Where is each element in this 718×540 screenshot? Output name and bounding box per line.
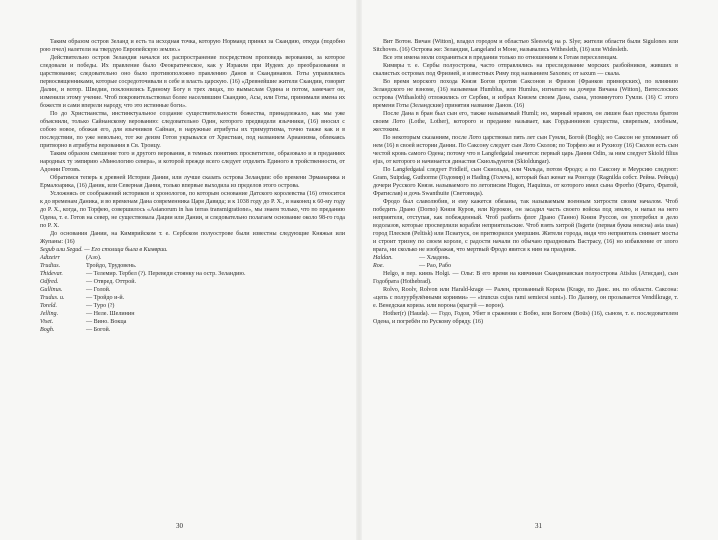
glossary-term: Odfred. bbox=[40, 279, 59, 285]
glossary-row bbox=[40, 326, 345, 334]
glossary-meaning: — Телемир. Тербел (?). Переведи стоянку на остр. Зеландию. bbox=[86, 271, 246, 277]
glossary-row bbox=[40, 262, 345, 270]
paragraph: Таким образом смешение того и другого верования, в темных понятиях просветителе, образовало и в преданиях народных ту эмпирию «Миѳологию севера», и которой прежде всего следует отделять Единого в тройственности, от Адонии Готовъ. bbox=[40, 151, 345, 173]
paragraph: По до Христианства, инстинктуальное создание существительности божества, принадлежало, как мы уже объяснили, только Сайнанскому верованию: следовательно Один, которого предвидели язычники, (16) вносил с собою новое, обожая его, для язычников Сайнан, в наружные атрибуты их тримуртизма, точно также как и в последствии, по уже невольно, тот же деизм Готов укрывался от Христиан, под названием Арианизма, облекаясь притворно в атрибуты верования в Св. Троицу. bbox=[40, 111, 345, 149]
paragraph: Таким образом остров Зеланд и есть та исходная точка, которую Норманд принял за Скандию, откуда (подобно рою пчел) налетели на твердую Европейскую землю.» bbox=[40, 39, 345, 53]
glossary-meaning: — Рао, Рабо bbox=[419, 263, 452, 269]
glossary-term: Thidevar. bbox=[40, 271, 63, 277]
paragraph: Кимвры т. е. Сербы полуострова, часто отправлялись на преследование морских разбойников, живших в скалистых островах под Фризией, и известных Риму под названием Saxones; от saxum — скала. bbox=[373, 63, 678, 77]
glossary-row bbox=[40, 302, 345, 310]
glossary-meaning: — Туро (?) bbox=[86, 303, 115, 309]
glossary-meaning: — Неле. Шелинин bbox=[86, 311, 135, 317]
glossary-row bbox=[373, 262, 678, 270]
glossary-term: Adtzeirr bbox=[40, 255, 60, 261]
glossary-term: Haldan. bbox=[373, 255, 393, 261]
glossary-meaning: — Тройдо и-й. bbox=[86, 295, 125, 301]
glossary-term: Roe. bbox=[373, 263, 384, 269]
glossary-row bbox=[40, 318, 345, 326]
glossary-term: Jelling. bbox=[40, 311, 59, 317]
glossary-row bbox=[40, 310, 345, 318]
paragraph: Все эти имена моли сохраниться в предании только по отношениям к Готам переселенцам. bbox=[383, 55, 618, 61]
glossary-intro: Segub или Segud. — Его столица была в Кимврии. bbox=[40, 247, 168, 253]
glossary-row bbox=[40, 278, 345, 286]
glossary-list bbox=[373, 254, 678, 270]
glossary-meaning: — Богой. bbox=[86, 327, 111, 333]
glossary-term: Trudius. bbox=[40, 263, 61, 269]
paragraph: Усложнясь от соображений историков и хронологов, по которым основание Датского королевства (16) относится к до временам Даника, и во временам Дана современника Царя Давида; и к 1038 году до Р. Х., и наконец к 60-му году до Р. Х., когда, по Торфею, совершилось «Asianorum in has terras transmigratione», мы знаем только, что по преданию Одена, т. е. Готов на север, не существовала Дации или Дании, и следовательно полагаем основание около 98-го года по Р. Х. bbox=[40, 191, 345, 229]
paragraph: Действительно остров Зеландия начался их распространение посредством проповедь веровании, за которое следовали и победы. Их правление было Феократическое, как у Израиля при Иудеях до преобразования в царствование; следовательно оно было противоположно правлению Данов и Скандинавов. Готы управлялись первосвященниками, которые сосредоточивали в себе и власть царскую. (16) «Древнейшие жители Скандии, говорит Далин, и вотор. Шведии, поклонились Единому Богу в трех лицах, по вымыслам Одина и потом, замечает он, изменили этому учение. Чтоб покровительствовал более населившим Скандию, Асы, или Готы, принимали имена их божеств и сами вперели народу, что это истинные боги». bbox=[40, 55, 345, 109]
glossary-row bbox=[40, 270, 345, 278]
glossary-meaning: — Голой. bbox=[86, 287, 111, 293]
glossary-term: Toreld. bbox=[40, 303, 57, 309]
glossary-row bbox=[40, 254, 345, 262]
glossary-term: Gullinus. bbox=[40, 287, 63, 293]
glossary-row bbox=[40, 294, 345, 302]
paragraph: Rolvo, Roolv, Rolvon или Harald-krage — Рален, прозванный Корила (Krage, по Данс. ин. по области. Саксона: «цепь с полуурбулёнными кориями» — «truncus cujus rami semiecsi sunt»). По Далину, он прозывается Vendilkrage, т. е. Венедская кориза. или ворона (крагуй — ворон). bbox=[373, 287, 678, 309]
glossary-term: Bogh. bbox=[40, 327, 55, 333]
glossary-row bbox=[373, 254, 678, 262]
glossary-meaning: — Хладень. bbox=[419, 255, 451, 261]
glossary-meaning: Тройдо, Трудовень. bbox=[86, 263, 137, 269]
glossary-meaning: — Вино. Вокца bbox=[86, 319, 127, 325]
glossary-list bbox=[40, 254, 345, 334]
page-number: 30 bbox=[176, 522, 183, 530]
glossary-row bbox=[40, 286, 345, 294]
paragraph: Helgo, в пер. киязь Holgi. — Ольг. В его время на кивчинан Скандинавская полуострова Atislus (Атисдан), сын Годобрата (Hothebrad). bbox=[373, 271, 678, 285]
paragraph: Обратимся теперь к древней Истории Дании, или лучше сказать острова Зеландии: обо времени Эрманарика и Ермалоарика, (16) Даник, или Северная Дания, только впервые выходила из пределов этого острова. bbox=[40, 175, 345, 189]
paragraph: Во время морского похода Князя Богов против Саксонов и Фризов (Франков приморских), по влиянию Зеландского не взноме, (16) назывемая Humblus, или Humlus, изгнатаго на дочери Вичана (Witton), Витеслоских острова (Withasloth) отложились от Сербии, и избрал Князем своим Дана, сына, упомянутого Гумли. (16) С этого времени Готы (Зеландские) принятия название Данов. (16) bbox=[373, 79, 678, 109]
paragraph: Hother(r) (Hauda). — Годо, Годов, Убит в сражении с Вобю, или Богоем (Boüs) (16), сыном, т. е. последователем Одена, и погребён по Рускому обряду. (16) bbox=[373, 311, 678, 325]
glossary-term: Viset. bbox=[40, 319, 54, 325]
glossary-term: Trudus. и. bbox=[40, 295, 65, 301]
paragraph: Фродо был славолюбив, и ему кажется обязаны, так называемым военным хитрости своим началом. Чтоб победить Драно (Dorno) Князя Куров, или Курокон, он засадил часть своего войска под землю, и напал на него неприятеля, отступая, как побежденный. Чтоб разбить флот Драно (Танно) Князя Руссов, он употребил в дело водолазов, которые просверлили корабли неприятельские. Чтоб взять хитрой (Isgerte (первая буква неясна) asta usas) город Плесков (Peltisk) или Псиатуск, он притворился умершим. Жители города, видя что неприятель снимает мосты и строит тризну по своем короле, с радости начали по обычаю праздновать Вастрасу, (16) но избавление от злого врага, ни сколько не изображая, что мертвый Фродо явится к ним на праздник. bbox=[373, 199, 678, 253]
glossary-meaning: (Азо). bbox=[86, 255, 102, 261]
paragraph: После Дана в бран был сын его, также называемый Humli; но, мирный нравом, он лишен был престола братом своим Лото (Lothe, Lother), которого и предание называет, как Гордыннинов существа, свирепым, злобным, жестоким. bbox=[373, 111, 678, 133]
paragraph: До основания Дании, на Кимврийском т. е. Сербском полуострове были известны следующие Княжьи или Жупаны: (16) bbox=[40, 231, 345, 245]
page-number: 31 bbox=[535, 522, 542, 530]
paragraph: Вит Вотон. Вичан (Witton), владел городом и областью Sleeswig на р. Slye; жители области были Sigulones или Sitchoves. (16) Острова же: Зеландия, Langeland и Моне, назывались Withesleth, (16) или Widesleth. bbox=[373, 39, 678, 53]
right-page bbox=[359, 0, 718, 540]
paragraph: По некоторым сказаниям, после Лото царствовал пять лет сын Гумли, Богой (Bogh); но Саксон не упоминает об нем (16) в своей истории Дании. По Саксону следует сын Лото Сколов; по Торфею же и Рухиозу (16) Сколов есть сын честой кровь самого Одена; потому что в Langfedgatal значится: первый царь Данни Odin, за ним следует Skiold filius ejus, от которого и начинается династия Скиольдунгов (Skioldungar). bbox=[373, 135, 678, 165]
paragraph: По Langfedgatal следует Fridleif, сын Скиольда, или Чильда, потом Фродо; а по Саксону и Меурсию следуют: Gram, Suipdag, Guthorme (Годомир) и Hading (Голечь), который был женат на Ронгоде (Ragnilda собст. Рейна. Рейнда) дочери Русского Князя. называемого по летописям Hugon, Haquinus, от которого имел сына Фротho (Фрато, Фратой, Фратислав) и дочь Swanthuite (Световида). bbox=[373, 167, 678, 197]
glossary-meaning: — Отвред. Оттрой. bbox=[86, 279, 137, 285]
